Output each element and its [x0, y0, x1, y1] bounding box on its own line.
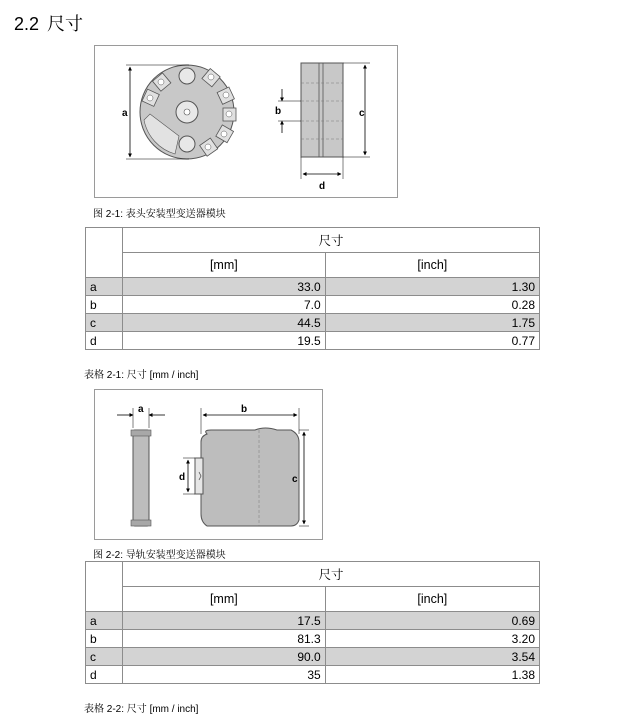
- dimension-a-rail: [117, 404, 165, 428]
- label-a-rail: a: [138, 404, 144, 415]
- figure2-caption: 图 2-2: 导轨安装型变送器模块: [93, 550, 226, 561]
- label-b-head: b: [275, 106, 282, 117]
- side-module: [301, 63, 343, 157]
- section-heading: [14, 10, 83, 36]
- row-inch: 0.77: [325, 332, 539, 350]
- table-row: [86, 296, 540, 314]
- row-key: b: [86, 296, 123, 314]
- row-key: d: [86, 666, 123, 684]
- row-key: c: [86, 314, 123, 332]
- row-mm: 17.5: [123, 612, 326, 630]
- row-inch: 3.54: [325, 648, 539, 666]
- rail-mount-drawing: [95, 390, 322, 539]
- table1-header: 尺寸: [123, 228, 540, 253]
- table-row: [86, 332, 540, 350]
- table-row: [86, 630, 540, 648]
- label-b-rail: b: [241, 404, 248, 415]
- section-title: 尺寸: [47, 14, 84, 34]
- table-row: [86, 666, 540, 684]
- row-mm: 35: [123, 666, 326, 684]
- label-d-rail: d: [179, 472, 186, 483]
- table2-caption: 表格 2-2: 尺寸 [mm / inch]: [84, 704, 199, 715]
- rail-side-view: [131, 430, 151, 526]
- table-row: [86, 314, 540, 332]
- row-inch: 1.30: [325, 278, 539, 296]
- row-mm: 33.0: [123, 278, 326, 296]
- row-inch: 1.75: [325, 314, 539, 332]
- section-number: 2.2: [14, 14, 40, 34]
- row-mm: 44.5: [123, 314, 326, 332]
- table1-corner: [86, 228, 123, 278]
- row-inch: 1.38: [325, 666, 539, 684]
- dimensions-table-2: [85, 561, 540, 684]
- figure1-caption: 图 2-1: 表头安装型变送器模块: [93, 209, 226, 220]
- row-key: b: [86, 630, 123, 648]
- row-mm: 7.0: [123, 296, 326, 314]
- dimension-c-head: [343, 63, 370, 157]
- row-key: a: [86, 612, 123, 630]
- row-key: c: [86, 648, 123, 666]
- table2-col-mm: [mm]: [123, 587, 326, 612]
- row-mm: 90.0: [123, 648, 326, 666]
- figure-head-mount: [94, 45, 398, 198]
- table2-header: 尺寸: [123, 562, 540, 587]
- table-row: [86, 612, 540, 630]
- table1-col-mm: [mm]: [123, 253, 326, 278]
- figure-rail-mount: [94, 389, 323, 540]
- row-inch: 0.28: [325, 296, 539, 314]
- rail-front-view: [195, 428, 299, 526]
- row-mm: 81.3: [123, 630, 326, 648]
- table2-col-inch: [inch]: [325, 587, 539, 612]
- head-mount-drawing: [95, 46, 397, 197]
- label-c-head: c: [359, 108, 365, 119]
- dimension-d-head: [301, 157, 343, 192]
- dimensions-table-1: [85, 227, 540, 350]
- row-mm: 19.5: [123, 332, 326, 350]
- row-key: d: [86, 332, 123, 350]
- table1-col-inch: [inch]: [325, 253, 539, 278]
- table-row: [86, 278, 540, 296]
- label-a-head: a: [122, 108, 128, 119]
- row-inch: 0.69: [325, 612, 539, 630]
- round-module: [140, 65, 236, 159]
- dimension-b-head: [275, 89, 301, 133]
- row-inch: 3.20: [325, 630, 539, 648]
- table2-corner: [86, 562, 123, 612]
- table1-caption: 表格 2-1: 尺寸 [mm / inch]: [84, 370, 199, 381]
- row-key: a: [86, 278, 123, 296]
- dimension-d-rail: [179, 458, 195, 494]
- label-c-rail: c: [292, 474, 298, 485]
- label-d-head: d: [319, 181, 326, 192]
- table-row: [86, 648, 540, 666]
